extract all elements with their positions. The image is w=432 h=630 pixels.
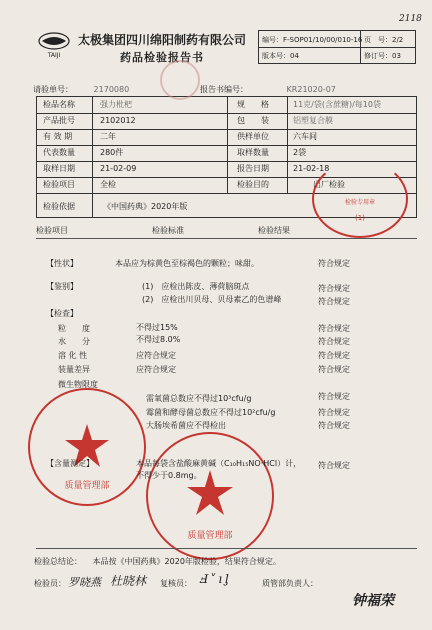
- svg-text:TAIJI: TAIJI: [47, 52, 61, 59]
- report-date: 21-02-18: [293, 164, 330, 173]
- svg-text:质量管理部: 质量管理部: [64, 481, 110, 491]
- micro-1-result: 符合规定: [318, 392, 350, 401]
- doc-number: 编号：F-SOP01/10/00/010-16: [262, 36, 363, 44]
- sample-qty-label: 取样数量: [237, 148, 269, 157]
- identification-label: 【鉴别】: [46, 282, 78, 291]
- ident-1: (1) 应检出陈皮、薄荷脑斑点: [142, 282, 250, 291]
- sample-date: 21-02-09: [100, 164, 137, 173]
- reviewer-signature: 杜晓林: [110, 574, 147, 588]
- content-standard-2: 不得少于0.8mg。: [136, 471, 202, 480]
- doc-meta-box: [258, 30, 416, 64]
- svg-text:质量管理部: 质量管理部: [187, 531, 233, 541]
- validity-label: 有 效 期: [43, 132, 73, 141]
- package-label: 包 装: [237, 116, 269, 125]
- solubility-standard: 应符合规定: [136, 351, 176, 360]
- supplier: 六车间: [293, 132, 317, 141]
- solubility-label: 溶 化 性: [58, 351, 88, 360]
- granularity-result: 符合规定: [318, 324, 350, 333]
- results-header-result: 检验结果: [258, 226, 290, 235]
- svg-text:(1): (1): [355, 214, 365, 222]
- qa-initial-signature: Ⅎ˅ıᶅ: [200, 572, 231, 586]
- character-result: 符合规定: [318, 259, 350, 268]
- ident-2: (2) 应检出川贝母、贝母素乙的色谱峰: [142, 295, 282, 304]
- request-number: 请验单号： 2170080: [33, 85, 130, 94]
- report-title: 药品检验报告书: [120, 51, 204, 64]
- revision-number: 修订号：03: [364, 52, 401, 60]
- package: 铝塑复合膜: [293, 116, 333, 125]
- report-date-label: 报告日期: [237, 164, 269, 173]
- loading-label: 装量差异: [58, 365, 90, 374]
- results-header-standard: 检验标准: [152, 226, 184, 235]
- granularity-standard: 不得过15%: [136, 323, 178, 332]
- character-label: 【性状】: [46, 259, 78, 268]
- micro-3: 大肠埃希菌应不得检出: [146, 421, 226, 430]
- qa-label: 质管部负责人：: [262, 579, 318, 588]
- inspection-seal-top: [312, 160, 408, 238]
- results-header-item: 检验项目: [36, 226, 68, 235]
- check-label: 【检查】: [46, 309, 78, 318]
- spec-label: 规 格: [237, 100, 269, 109]
- content-standard-1: 本品每袋含盐酸麻黄碱（C₁₀H₁₅NO·HCl）计，: [136, 459, 302, 468]
- quality-seal-left: [28, 388, 146, 506]
- batch-number: 2102012: [100, 116, 136, 125]
- rep-qty-label: 代表数量: [43, 148, 75, 157]
- version-number: 版本号：04: [262, 52, 299, 60]
- ident-1-result: 符合规定: [318, 284, 350, 293]
- reviewer-label: 复核员：: [160, 579, 192, 588]
- character-standard: 本品应为棕黄色至棕褐色的颗粒；味甜。: [115, 259, 259, 268]
- validity: 二年: [100, 132, 116, 141]
- water-standard: 不得过8.0%: [136, 335, 181, 344]
- purpose-label: 检验目的: [237, 180, 269, 189]
- micro-1: 需氧菌总数应不得过10³cfu/g: [146, 394, 252, 403]
- loading-standard: 应符合规定: [136, 365, 176, 374]
- basis: 《中国药典》2020年版: [103, 202, 188, 211]
- report-number: 报告书编号： KR21020-07: [200, 85, 336, 94]
- product-name-label: 检品名称: [43, 100, 75, 109]
- page-number: 页 号：2/2: [364, 36, 404, 44]
- content-result: 符合规定: [318, 461, 350, 470]
- micro-2: 霉菌和酵母菌总数应不得过10²cfu/g: [146, 408, 276, 417]
- micro-3-result: 符合规定: [318, 421, 350, 430]
- micro-label: 微生物限度: [58, 380, 98, 389]
- sample-date-label: 取样日期: [43, 164, 75, 173]
- water-result: 符合规定: [318, 337, 350, 346]
- sample-qty: 2袋: [293, 148, 307, 157]
- svg-text:检验专用章: 检验专用章: [344, 199, 376, 206]
- batch-label: 产品批号: [43, 116, 75, 125]
- inspector-signature: 罗晓燕: [68, 576, 101, 589]
- inspect-item-label: 检验项目: [43, 180, 75, 189]
- solubility-result: 符合规定: [318, 351, 350, 360]
- inspector-label: 检验员：: [34, 579, 66, 588]
- content-label: 【含量测定】: [46, 459, 94, 468]
- loading-result: 符合规定: [318, 365, 350, 374]
- rep-qty: 280件: [100, 148, 124, 157]
- granularity-label: 粒 度: [58, 324, 90, 333]
- spec: 11克/袋(含蔗糖)/每10袋: [293, 100, 381, 109]
- ident-2-result: 符合规定: [318, 297, 350, 306]
- company-name: 太极集团四川绵阳制药有限公司: [78, 33, 247, 47]
- supplier-label: 供样单位: [237, 132, 269, 141]
- water-label: 水 分: [58, 337, 90, 346]
- quality-seal-center: [146, 432, 274, 560]
- inspect-item: 全检: [100, 180, 116, 189]
- purpose: 出厂检验: [313, 180, 345, 189]
- company-logo: [34, 31, 74, 59]
- basis-label: 检验依据: [43, 202, 75, 211]
- micro-2-result: 符合规定: [318, 408, 350, 417]
- page-corner-number: 2118: [399, 14, 422, 24]
- product-name: 强力枇杷: [100, 100, 132, 109]
- faint-seal-header: [160, 60, 200, 100]
- conclusion: 检验总结论： 本品按《中国药典》2020年版检验，结果符合规定。: [34, 557, 281, 566]
- qa-signature: 钟福荣: [352, 593, 394, 609]
